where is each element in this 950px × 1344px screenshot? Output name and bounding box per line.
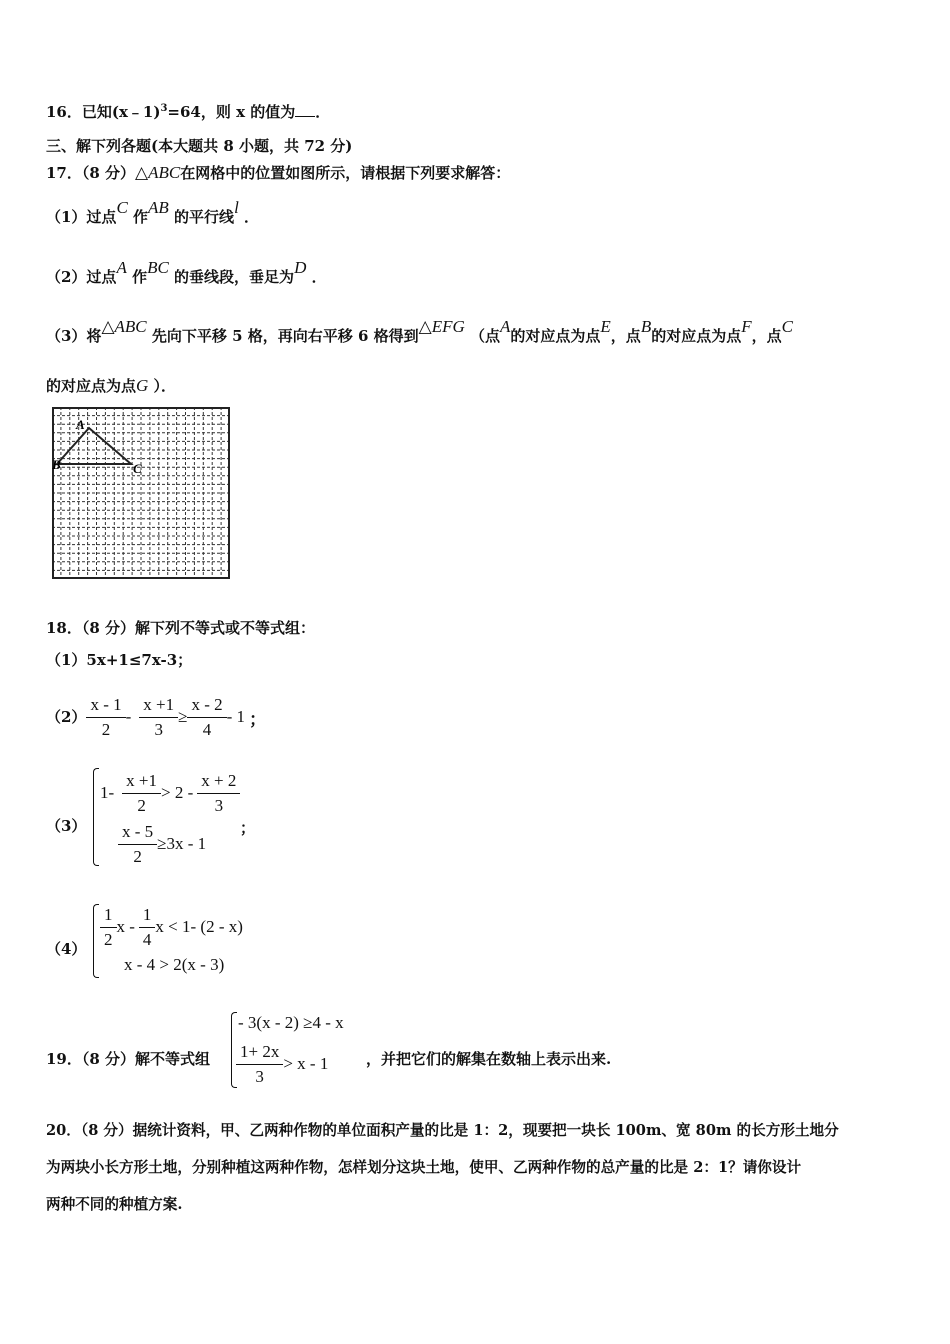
q17-p3-pre: （3）将 <box>46 327 102 345</box>
q17-p1-l: l <box>234 198 239 217</box>
q16-prefix: 16．已知(x﹣1) <box>46 103 161 121</box>
q18-p3-r2-frac <box>118 822 157 867</box>
q18-head: 18．（8 分）解下列不等式或不等式组： <box>46 619 316 637</box>
q17-p3-a-pre: （点 <box>469 327 500 345</box>
q18-p2-frac-2 <box>139 695 178 740</box>
q19-r1: - 3(x - 2) ≥4 - x <box>238 1013 344 1032</box>
q16-end: ． <box>315 103 331 121</box>
q16-line <box>46 102 330 125</box>
q18-p4-brace <box>93 904 99 978</box>
q17-p3-end: ）． <box>153 377 177 395</box>
q17-part-3 <box>46 317 793 346</box>
q17-p2-mid: 作 <box>132 268 148 286</box>
q18-p2-f1-den: 2 <box>101 719 111 739</box>
q18-p4-r1-b: x < 1- (2 - x) <box>155 917 243 936</box>
q18-p4-r1-a: x - <box>116 917 135 936</box>
q19-row-1 <box>238 1012 344 1034</box>
q17-p1-pre: （1）过点 <box>46 208 117 226</box>
grid-label-a: A <box>76 417 85 432</box>
q16-exponent: 3 <box>160 103 168 114</box>
q18-p2-frac-3 <box>187 695 226 740</box>
q18-p3-r1-b: > 2 - <box>161 783 194 802</box>
q17-p1-ab: AB <box>148 198 169 217</box>
q18-p3-r2-f-den: 2 <box>133 846 142 866</box>
q17-part-1 <box>46 198 260 227</box>
q20-line-2: 为两块小长方形土地，分别种植这两种作物，怎样划分这块土地，使甲、乙两种作物的总产量的比是 2：1？请你设计 <box>46 1159 802 1176</box>
q17-p1-mid: 作 <box>133 208 149 226</box>
q17-p3-text: 先向下平移 5 格，再向右平移 6 格得到 <box>151 327 419 345</box>
q18-p4-r1-f2-num: 1 <box>139 905 156 928</box>
section-3-title: 三、解下列各题(本大题共 8 小题，共 72 分) <box>46 137 353 155</box>
q19-head: 19．（8 分）解不等式组 <box>46 1050 211 1068</box>
q18-p3-r1-a: 1- <box>100 783 115 802</box>
q17-p3-a-text: 的对应点为点 <box>510 327 601 345</box>
q17-p1-end: ． <box>244 208 260 226</box>
q16-answer-blank <box>295 102 315 117</box>
q18-p3-label: （3） <box>46 817 87 835</box>
q19-r2-b: > x - 1 <box>283 1054 329 1073</box>
q18-p4-r1-frac-2 <box>139 905 156 950</box>
q18-p3-r1-g-den: 3 <box>214 795 224 815</box>
q18-p2-op1: - <box>125 707 132 726</box>
q17-p2-text: 的垂线段，垂足为 <box>174 268 295 286</box>
q20-line-1: 20．（8 分）据统计资料，甲、乙两种作物的单位面积产量的比是 1：2，现要把一块长 100m、宽 80m 的长方形土地分 <box>46 1122 839 1139</box>
q17-p3-efg: △EFG <box>418 317 465 336</box>
q17-part-2 <box>46 258 327 287</box>
q17-p3-b-pre: ，点 <box>610 327 641 345</box>
q18-p4-row-1 <box>100 903 243 951</box>
grid-lines <box>52 407 230 579</box>
q17-p2-bc: BC <box>147 258 169 277</box>
q18-p3-r2-f-num: x - 5 <box>118 822 157 845</box>
q17-p3-line2: 的对应点为点 <box>46 377 137 395</box>
q19-r2-f-den: 3 <box>255 1066 264 1086</box>
q17-p3-f: F <box>741 317 752 336</box>
q17-p2-pre: （2）过点 <box>46 268 117 286</box>
q18-p4-r2: x - 4 > 2(x - 3) <box>124 955 225 974</box>
q19-row-2 <box>236 1040 328 1088</box>
q17-p3-b: B <box>640 317 652 336</box>
grid-label-b: B <box>52 457 61 472</box>
q18-p3-brace <box>93 768 99 866</box>
q20-line-3: 两种不同的种植方案. <box>46 1196 183 1213</box>
q18-p2-op2: ≥ <box>178 707 188 726</box>
q18-p2-end: ； <box>249 709 267 729</box>
q17-p3-c: C <box>781 317 793 336</box>
q18-p3-r1-frac-1 <box>122 771 161 816</box>
q18-part-1: （1）5x+1≤7x-3； <box>46 651 193 669</box>
q18-p3-r1-f-num: x +1 <box>122 771 161 794</box>
q17-head-text: 在网格中的位置如图所示，请根据下列要求解答： <box>180 164 511 182</box>
q18-p2-frac-1 <box>86 695 125 740</box>
q18-p2-f2-num: x +1 <box>139 695 178 718</box>
q18-p2-tail: - 1 <box>226 707 246 726</box>
q18-p4-r1-f1-den: 2 <box>104 929 113 949</box>
grid-label-c: C <box>133 461 142 476</box>
q16-suffix: =64，则 x 的值为 <box>167 103 296 121</box>
q19-r2-frac <box>236 1042 283 1087</box>
q18-p3-r1-f-den: 2 <box>137 795 146 815</box>
q18-p4-row-2 <box>124 954 224 976</box>
q17-p3-abc: △ABC <box>101 317 147 336</box>
q18-p4-r1-frac-1 <box>100 905 117 950</box>
q17-p1-c: C <box>116 198 128 217</box>
q18-part-2 <box>46 684 266 750</box>
q18-p3-r2-b: ≥3x - 1 <box>157 834 207 853</box>
q18-p4-r1-f2-den: 4 <box>142 929 152 949</box>
q18-p3-r1-frac-2 <box>197 771 240 816</box>
q18-p2-f3-num: x - 2 <box>187 695 226 718</box>
q19-tail: ，并把它们的解集在数轴上表示出来. <box>366 1050 612 1068</box>
q17-p3-e: E <box>600 317 611 336</box>
q17-p3-c-pre: ，点 <box>751 327 782 345</box>
q17-p3-g: G <box>136 376 149 395</box>
q18-p2-f3-den: 4 <box>202 719 212 739</box>
q18-p3-end: ； <box>240 819 256 837</box>
q17-p2-a: A <box>116 258 127 277</box>
q17-p3-b-text: 的对应点为点 <box>651 327 742 345</box>
q17-p1-text: 的平行线 <box>174 208 235 226</box>
q17-p3-a: A <box>500 317 511 336</box>
grid-figure <box>52 407 230 579</box>
q18-p3-r1-g-num: x + 2 <box>197 771 240 794</box>
q18-p4-label: （4） <box>46 940 87 958</box>
q18-p2-label: （2） <box>46 708 87 726</box>
q17-triangle-abc: △ABC <box>135 163 181 182</box>
q18-p4-r1-f1-num: 1 <box>100 905 117 928</box>
q18-p2-f1-num: x - 1 <box>86 695 125 718</box>
q19-r2-f-num: 1+ 2x <box>236 1042 283 1065</box>
q18-p3-row-2 <box>118 820 206 868</box>
q17-p2-d: D <box>294 258 307 277</box>
q17-p2-end: ． <box>311 268 327 286</box>
q17-part-3-line-2 <box>46 376 176 396</box>
q18-p2-f2-den: 3 <box>154 719 163 739</box>
q17-head <box>46 163 510 183</box>
q18-p3-row-1 <box>100 768 240 818</box>
q17-number: 17．（8 分） <box>46 164 136 182</box>
